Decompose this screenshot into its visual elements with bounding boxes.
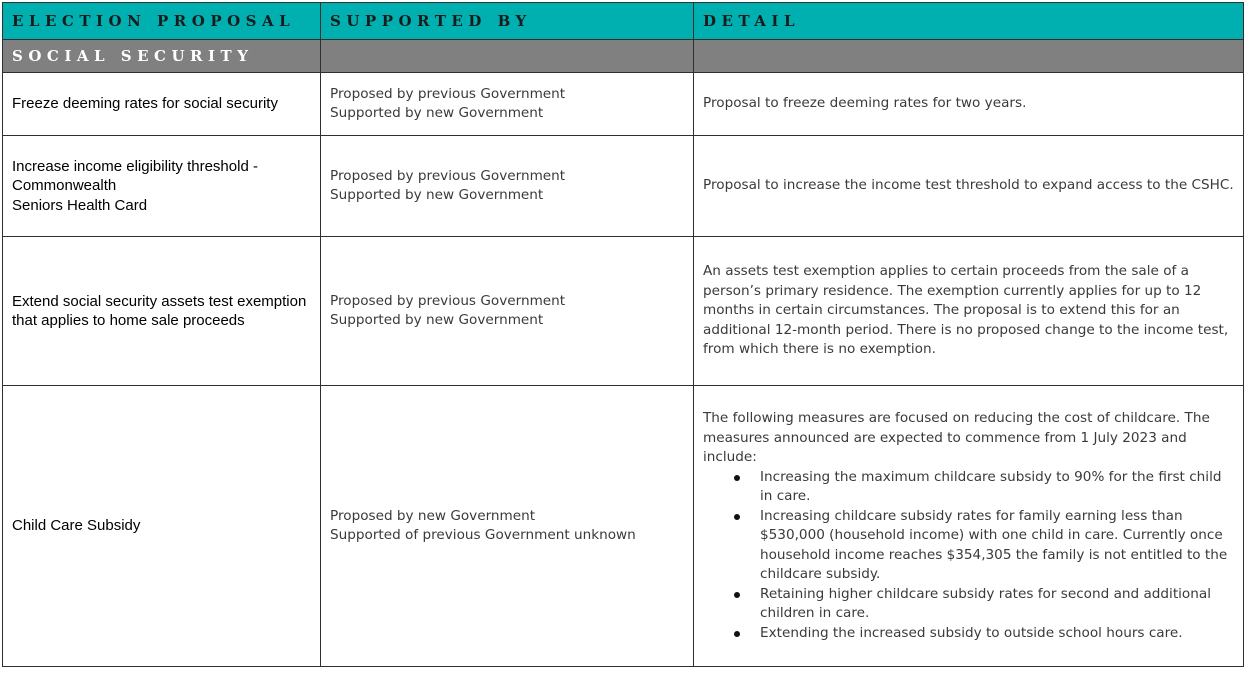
proposal-cell <box>3 237 321 386</box>
section-cell-empty <box>694 40 1244 73</box>
proposal-text: Extend social security assets test exemption that applies to home sale proceeds <box>12 292 307 329</box>
supported-line: Proposed by previous Government <box>330 167 566 184</box>
proposal-text: Seniors Health Card <box>12 196 148 214</box>
supported-line: Supported of previous Government unknown <box>330 527 636 543</box>
supported-line: Supported by new Government <box>330 105 544 121</box>
supported-by-cell <box>321 136 694 237</box>
table-header-row <box>3 3 1244 40</box>
header-supported-by: SUPPORTED BY <box>321 3 694 40</box>
proposal-text: Child Care Subsidy <box>12 517 141 535</box>
supported-by-cell <box>321 73 694 136</box>
detail-cell <box>694 237 1244 386</box>
proposal-cell <box>3 136 321 237</box>
detail-text: The following measures are focused on reducing the cost of childcare. The measures announced are expected to commence from 1 July 2023 and include: <box>703 410 1210 465</box>
bullet-item: Increasing the maximum childcare subsidy to 90% for the first child in care. <box>760 468 1237 507</box>
table-row <box>3 136 1244 237</box>
supported-line: Proposed by new Government <box>330 507 536 524</box>
supported-line: Proposed by previous Government <box>330 85 566 102</box>
proposal-cell <box>3 73 321 136</box>
proposal-cell <box>3 386 321 667</box>
detail-text: An assets test exemption applies to certain proceeds from the sale of a person’s primary residence. The exemption currently applies for up to 12 months in certain circumstances. The proposal is to extend this for an additional 12-month period. There is no proposed change to the income test, from which there is no exemption. <box>703 263 1229 358</box>
detail-cell <box>694 386 1244 667</box>
proposal-text: Freeze deeming rates for social security <box>12 95 278 113</box>
bullet-item: Increasing childcare subsidy rates for family earning less than $530,000 (household income) with one child in care. Currently once household income reaches $354,305 the family is not entitled to the childcare subsidy. <box>760 507 1237 585</box>
detail-cell <box>694 73 1244 136</box>
section-cell-empty <box>321 40 694 73</box>
supported-line: Proposed by previous Government <box>330 292 566 309</box>
detail-text: Proposal to freeze deeming rates for two years. <box>703 95 1027 112</box>
header-detail: DETAIL <box>694 3 1244 40</box>
table-row <box>3 237 1244 386</box>
table-row <box>3 386 1244 667</box>
section-title: SOCIAL SECURITY <box>3 40 321 73</box>
table-row <box>3 73 1244 136</box>
supported-by-cell <box>321 237 694 386</box>
supported-line: Supported by new Government <box>330 187 544 203</box>
section-row-social-security <box>3 40 1244 73</box>
election-proposals-table <box>2 2 1244 667</box>
detail-cell <box>694 136 1244 237</box>
detail-text: Proposal to increase the income test threshold to expand access to the CSHC. <box>703 177 1234 194</box>
proposal-text: Increase income eligibility threshold - Commonwealth <box>12 157 258 195</box>
supported-line: Supported by new Government <box>330 312 544 328</box>
bullet-item: Retaining higher childcare subsidy rates for second and additional children in care. <box>760 585 1237 624</box>
supported-by-cell <box>321 386 694 667</box>
header-election-proposal: ELECTION PROPOSAL <box>3 3 321 40</box>
bullet-item: Extending the increased subsidy to outside school hours care. <box>760 624 1237 644</box>
detail-bullet-list <box>703 468 1237 644</box>
